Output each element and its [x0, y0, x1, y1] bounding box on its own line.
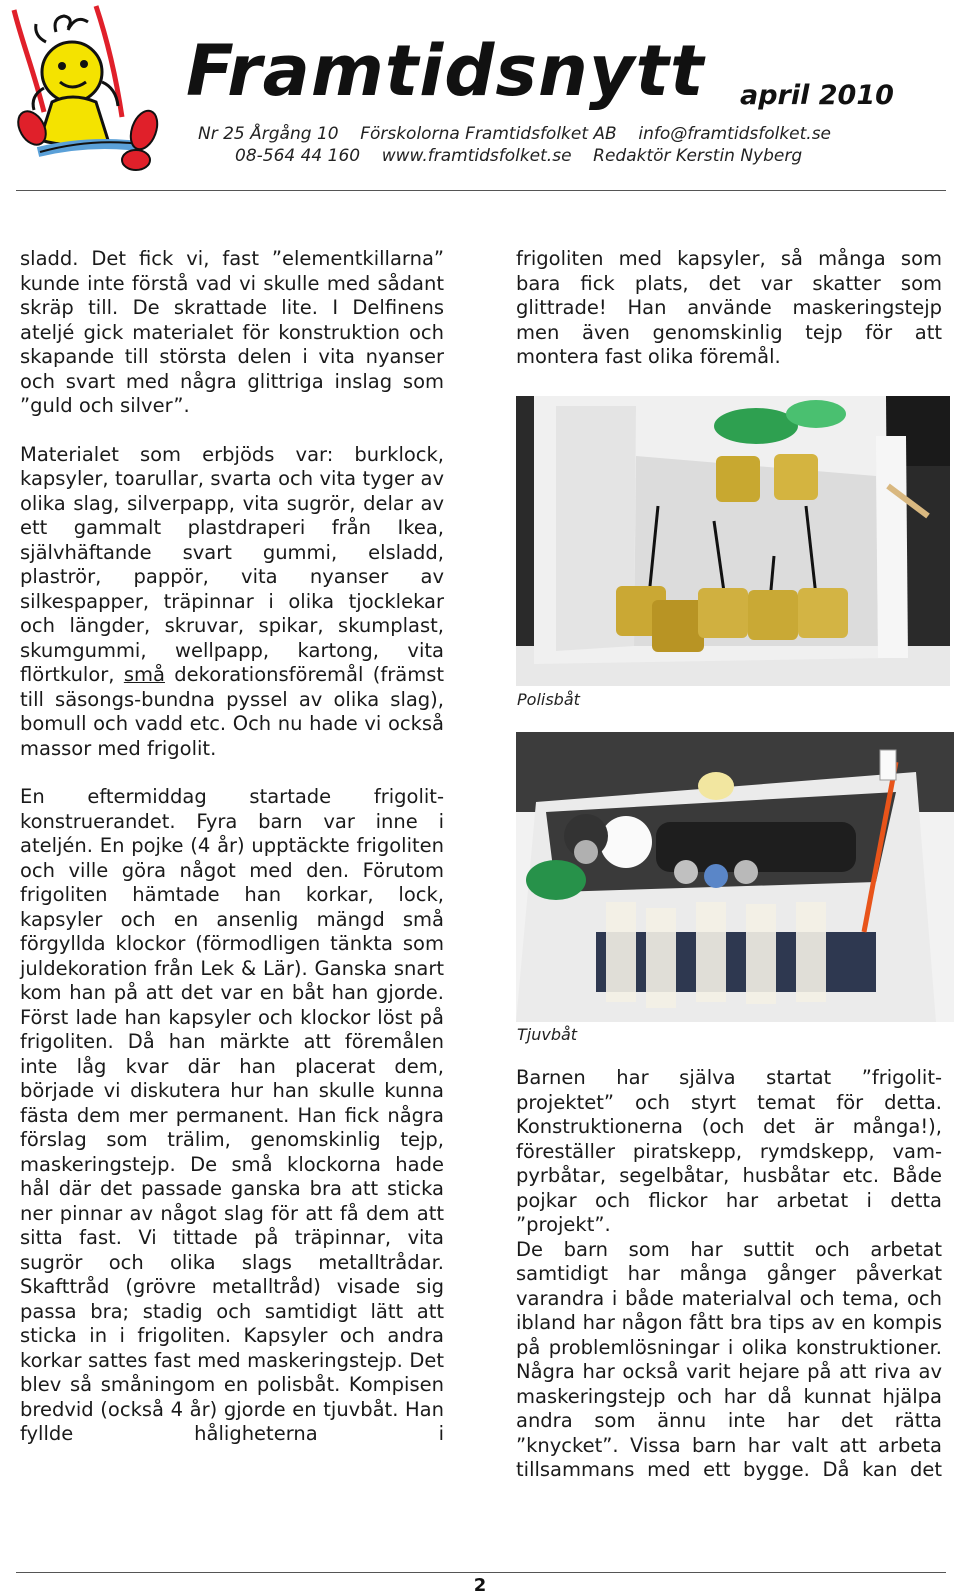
masthead-info-line-2: 08-564 44 160 www.framtidsfolket.se Redaktör Kerstin Nyberg — [235, 146, 803, 166]
left-paragraph-1: sladd. Det fick vi, fast ”elementkillarna” kunde inte förstå vad vi skulle med sådant skräp till. De skrattade lite. I Delfinens ateljé gick materialet för konstruktion och skapande till största delen i vita nyanser och svart med några glittriga inslag som ”guld och silver”. — [20, 247, 444, 417]
issue-date: april 2010 — [740, 80, 894, 111]
right-paragraph-1: frigoliten med kapsyler, så många som bara fick plats, det var skatter som glittrade! Han använde maskeringstejp men även genomskinlig tejp för att montera fast olika föremål. — [516, 247, 942, 368]
header-rule — [16, 190, 946, 191]
newsletter-title: Framtidsnytt — [186, 30, 705, 112]
left-paragraph-2 — [20, 443, 444, 762]
polisbat-caption: Polisbåt — [517, 690, 580, 709]
tjuvbat-photo — [516, 732, 954, 1022]
right-paragraph-3: De barn som har suttit och arbetat samtidigt har många gånger påverkat varandra i både materialval och tema, och ibland har någon fått bra tips av en kompis på problemlösningar i olika konstruktioner. Några har också varit hejare på att riva av maskeringstejp och har då kunnat hjälpa andra som ännu inte har det rätta ”knycket”. Vissa barn har valt att arbeta tillsammans med ett bygge. Då kan det — [516, 1237, 942, 1481]
footer-rule — [16, 1572, 946, 1573]
right-paragraph-2: Barnen har själva startat ”frigolit-projektet” och styrt temat för detta. Konstruktionerna (och det är många!), föreställer piratskepp, rymdskepp, vam-pyrbåtar, segelbåtar, husbåtar etc. Både pojkar och flickor har arbetat i detta ”projekt”. — [516, 1066, 942, 1236]
polisbat-photo — [516, 396, 950, 686]
page-number: 2 — [473, 1575, 487, 1595]
left-paragraph-2-text-a: Materialet som erbjöds var: burklock, kapsyler, toarullar, svarta och vita tyger av olika slag, silverpapp, vita sugrör, delar av ett gammalt plastdraperi från Ikea, självhäftande svart gummi, elsladd, plaströr, pappör, vita nyanser av silkespapper, träpinnar i olika tjocklekar och längder, skruvar, spikar, skumplast, skumgummi, wellpapp, kartong, vita flörtkulor, — [20, 442, 444, 686]
left-paragraph-2-text-b: dekorationsföremål (främst till säsongs-bundna pyssel av olika slag), bomull och vadd etc. Och nu hade vi också massor med frigolit. — [20, 663, 444, 760]
left-paragraph-2-underlined: små — [123, 663, 165, 686]
framtidsfolket-logo — [4, 2, 164, 180]
tjuvbat-caption: Tjuvbåt — [517, 1025, 578, 1044]
right-column-top — [516, 247, 942, 370]
masthead-info-line-1: Nr 25 Årgång 10 Förskolorna Framtidsfolket AB info@framtidsfolket.se — [198, 124, 832, 144]
left-paragraph-3: En eftermiddag startade frigolit-konstruerandet. Fyra barn var inne i ateljén. En pojke (4 år) upptäckte frigoliten och ville göra något med den. Förutom frigoliten hämtade han korkar, lock, kapsyler och en ansenlig mängd små förgyllda klockor (förmodligen tänkta som juldekoration från Lek & Lär). Ganska snart kom han på att det var en båt han gjorde. Först lade han kapsyler och klockor löst på frigoliten. Då han märkte att föremålen inte låg kvar där han placerat dem, började vi diskutera hur han skulle kunna fästa dem mer permanent. Han fick några förslag som trälim, genomskinlig tejp, maskeringstejp. De små klockorna hade hål där det passade ganska bra att sticka ner pinnar av något slag för att få dem att sitta fast. Vi tittade på träpinnar, vita sugrör och olika slags metalltrådar. Skafttråd (grövre metalltråd) visade sig passa bra; stadig och samtidigt lätt att sticka in i frigoliten. Kapsyler och andra korkar sattes fast med maskeringstejp. Det blev så småningom en polisbåt. Kompisen bredvid (också 4 år) gjorde en tjuvbåt. Han fyllde håligheterna i — [20, 785, 444, 1445]
right-column-bottom — [516, 1066, 942, 1483]
left-column — [20, 247, 444, 1447]
